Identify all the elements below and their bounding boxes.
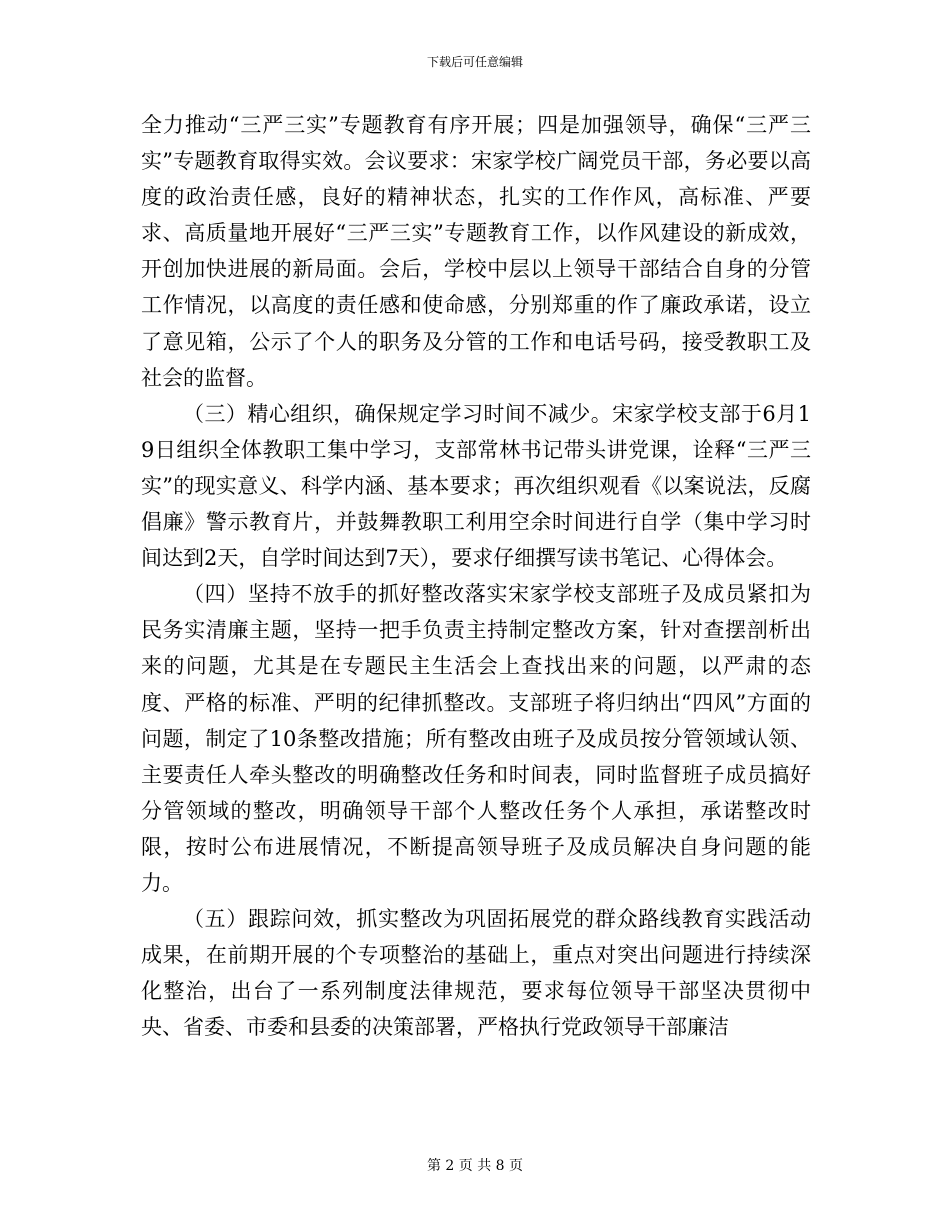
page-header: 下载后可任意编辑 (426, 55, 523, 69)
paragraph-continuation: 全力推动“三严三实”专题教育有序开展；四是加强领导，确保“三严三实”专题教育取得实效。会议要求：宋家学校广阔党员干部，务必要以高度的政治责任感，良好的精神状态，扎实的工作作风，高标准、严要求、高质量地开展好“三严三实”专题教育工作，以作风建设的新成效，开创加快进展的新局面。会后，学校中层以上领导干部结合自身的分管工作情况，以高度的责任感和使命感，分别郑重的作了廉政承诺，设立了意见箱，公示了个人的职务及分管的工作和电话号码，接受教职工及社会的监督。 (141, 113, 811, 390)
document-body (141, 107, 811, 1045)
paragraph-section-5: （五）跟踪问效，抓实整改为巩固拓展党的群众路线教育实践活动成果，在前期开展的个专项整治的基础上，重点对突出问题进行持续深化整治，出台了一系列制度法律规范，要求每位领导干部坚决贯彻中央、省委、市委和县委的决策部署，严格执行党政领导干部廉洁 (141, 907, 811, 1040)
page-footer: 第 2 页 共 8 页 (426, 1158, 524, 1174)
paragraph-section-4: （四）坚持不放手的抓好整改落实宋家学校支部班子及成员紧扣为民务实清廉主题，坚持一把手负责主持制定整改方案，针对查摆剖析出来的问题，尤其是在专题民主生活会上查找出来的问题，以严肃的态度、严格的标准、严明的纪律抓整改。支部班子将归纳出“四风”方面的问题，制定了10条整改措施；所有整改由班子及成员按分管领域认领、主要责任人牵头整改的明确整改任务和时间表，同时监督班子成员搞好分管领域的整改，明确领导干部个人整改任务个人承担，承诺整改时限，按时公布进展情况，不断提高领导班子及成员解决自身问题的能力。 (141, 582, 811, 895)
paragraph-section-3: （三）精心组织，确保规定学习时间不减少。宋家学校支部于6月19日组织全体教职工集中学习，支部常林书记带头讲党课，诠释“三严三实”的现实意义、科学内涵、基本要求；再次组织观看《以案说法，反腐倡廉》警示教育片，并鼓舞教职工利用空余时间进行自学（集中学习时间达到2天，自学时间达到7天），要求仔细撰写读书笔记、心得体会。 (141, 401, 811, 571)
